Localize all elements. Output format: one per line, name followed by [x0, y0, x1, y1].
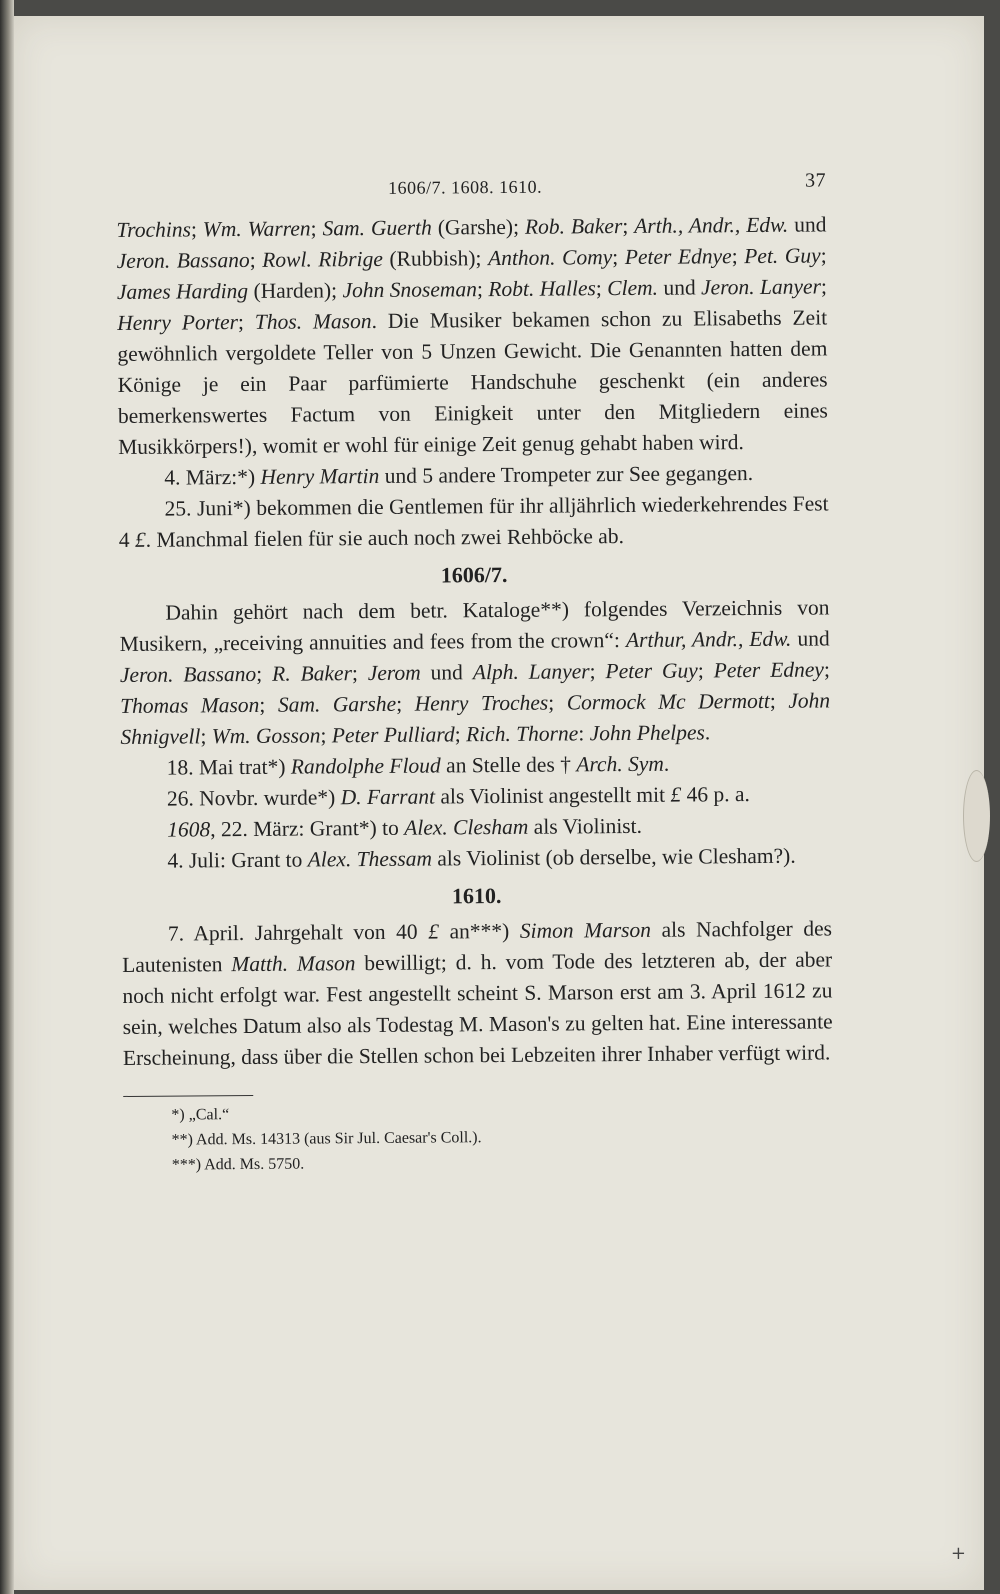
text-run: als Violinist (ob derselbe, wie Clesham?). — [431, 843, 796, 871]
italic-name: Rob. Baker — [524, 214, 623, 239]
italic-name: Pet. Guy — [744, 243, 821, 269]
running-title: 1606/7. 1608. 1610. — [388, 176, 543, 198]
text-run: ; — [612, 245, 625, 270]
italic-name: Peter Ednye — [624, 244, 732, 270]
text-run: ; — [820, 243, 827, 268]
text-run: an***) — [438, 918, 520, 944]
page-number: 37 — [804, 169, 827, 192]
text-run: ; — [622, 213, 635, 239]
text-run: und — [657, 275, 702, 300]
text-run: als Violinist angestellt mit — [434, 782, 671, 809]
italic-name: Jerom — [367, 660, 421, 686]
text-run: ; — [200, 724, 212, 749]
italic-name: Trochins — [116, 217, 192, 242]
footnote-text: Add. Ms. 14313 (aus Sir Jul. Caesar's Coll.). — [192, 1129, 482, 1149]
text-run: ; — [731, 244, 745, 269]
body-text — [116, 209, 833, 1074]
italic-name: Jeron. Bassano — [119, 661, 257, 687]
paragraph — [121, 840, 831, 877]
italic-name: Arth., Andr., Edw. — [634, 212, 789, 238]
italic-name: Henry Porter — [117, 310, 239, 335]
text-run: ; — [320, 723, 332, 748]
italic-name: Jeron. Bassano — [116, 247, 250, 273]
text-run: . — [663, 751, 670, 776]
italic-name: John Phelpes — [589, 720, 705, 746]
italic-name: Jeron. Lanyer — [700, 274, 822, 300]
text-run: (Rubbish); — [382, 246, 489, 271]
text-run: und — [791, 626, 830, 651]
text-run: (Garshe); — [431, 214, 526, 240]
text-run: ; — [256, 661, 273, 686]
corner-mark: + — [950, 1543, 966, 1564]
text-run: 18. Mai trat*) — [166, 754, 291, 780]
text-run: : — [578, 721, 590, 746]
text-run: ; — [697, 658, 714, 683]
running-header — [116, 169, 826, 215]
italic-name: Rich. Thorne — [465, 721, 579, 747]
italic-name: £ — [134, 527, 146, 552]
italic-name: Thos. Mason — [254, 308, 372, 334]
text-run: 26. Novbr. wurde*) — [166, 785, 341, 811]
italic-name: £ — [428, 919, 440, 944]
italic-name: Anthon. Comy — [487, 245, 613, 271]
italic-name: Peter Guy — [605, 658, 698, 684]
text-run: und — [788, 212, 827, 237]
italic-name: £ — [670, 782, 682, 807]
footnotes — [123, 1097, 834, 1178]
text-run: 4. Juli: Grant to — [167, 847, 308, 873]
italic-name: Simon Marson — [519, 917, 652, 943]
text-run: ; — [249, 247, 263, 272]
text-run: ; — [259, 692, 278, 717]
binding-hole — [963, 770, 990, 862]
text-run: ; — [476, 277, 489, 302]
paragraph — [116, 209, 828, 463]
italic-name: Thomas Mason — [120, 692, 260, 718]
italic-name: Rowl. Ribrige — [262, 246, 383, 272]
text-run: Dahin gehört nach dem betr. Kataloge**) folgendes Verzeichnis von Musikern, „receiving annuities and fees from the crown“: — [119, 595, 830, 656]
italic-name: Arthur, Andr., Edw. — [625, 626, 792, 653]
text-run: , 22. März: Grant*) to — [210, 815, 405, 842]
italic-name: Cormock Mc Dermott — [566, 688, 770, 715]
footnote-text: „Cal.“ — [184, 1106, 230, 1124]
text-run: ; — [396, 691, 415, 716]
italic-name: Robt. Halles — [488, 276, 596, 302]
text-run: 25. Juni*) bekommen die Gentlemen für ihr alljährlich wiederkehrendes Fest 4 — [118, 491, 829, 552]
text-run: 46 p. a. — [681, 782, 750, 807]
text-run: ; — [237, 309, 255, 335]
text-run: (Harden); — [248, 278, 343, 303]
section-heading: 1610. — [451, 882, 502, 909]
text-run: . — [704, 720, 711, 745]
text-run: ; — [310, 216, 323, 241]
italic-name: Alex. Thessam — [307, 846, 433, 872]
footnote-mark: *) — [171, 1106, 185, 1124]
text-run: ; — [769, 688, 789, 713]
text-run: als Nachfolger des Lautenisten — [122, 916, 833, 977]
text-run: bewilligt; d. h. vom Tode des letzteren ab, der aber noch nicht erfolgt war. Fest angestellt scheint S. Marson erst am 3. April 1612 zu sein, welches Datum also als Todestag M. Mason's zu gelten hat. Eine interessante Erscheinung, dass über die Stellen schon bei Lebzeiten ihrer Inhaber verfügt wird. — [122, 947, 833, 1070]
italic-name: Peter Edney — [713, 657, 824, 683]
italic-name: John Snoseman — [342, 277, 478, 303]
italic-name: Arch. Sym — [576, 751, 664, 777]
text-run: ; — [589, 659, 606, 684]
italic-name: Henry Troches — [414, 690, 549, 716]
footnote-text: Add. Ms. 5750. — [201, 1155, 305, 1174]
text-run: ; — [820, 274, 827, 299]
section-heading: 1606/7. — [440, 561, 508, 588]
text-run: als Violinist. — [528, 813, 643, 839]
italic-name: John Shnigvell — [120, 688, 831, 749]
text-run: . Die Musiker bekamen schon zu Elisabeths Zeit gewöhnlich vergoldete Teller von 5 Unzen Gewicht. Die Genannten hatten dem Könige je ein Paar parfümierte Handschuhe geschenkt (ein anderes bemerkenswertes Factum von Einigkeit unter den Mitgliedern eines Musikkörpers!), womit er wohl für einige Zeit genug gehabt haben wird. — [117, 305, 828, 459]
text-run: an Stelle des † — [440, 752, 577, 778]
footnote-mark: ***) — [171, 1156, 202, 1174]
italic-name: Wm. Warren — [202, 216, 311, 242]
italic-name: Sam. Guerth — [322, 215, 432, 241]
text-run: ; — [548, 690, 567, 715]
italic-name: Randolphe Floud — [290, 753, 441, 779]
text-run: 4. März:*) — [164, 464, 261, 490]
italic-name: 1608 — [167, 817, 211, 842]
text-run: und 5 andere Trompeter zur See gegangen. — [379, 461, 754, 488]
paragraph — [121, 778, 831, 815]
page-gutter-edge — [0, 0, 14, 1594]
text-run: und — [420, 660, 473, 685]
italic-name: Wm. Gosson — [211, 723, 321, 749]
italic-name: Sam. Garshe — [277, 691, 397, 717]
italic-name: Alex. Clesham — [404, 814, 529, 840]
paragraph — [119, 592, 830, 753]
italic-name: R. Baker — [272, 661, 352, 686]
text-run: 7. April. Jahrgehalt von 40 — [167, 919, 429, 946]
italic-name: Henry Martin — [260, 463, 380, 489]
italic-name: James Harding — [116, 278, 249, 304]
page-text — [116, 169, 834, 1178]
italic-name: Peter Pulliard — [331, 722, 455, 748]
text-run: ; — [351, 661, 368, 686]
paragraph — [122, 913, 833, 1074]
italic-name: Matth. Mason — [231, 951, 356, 977]
text-run: ; — [823, 657, 830, 682]
text-run: ; — [190, 217, 203, 242]
italic-name: D. Farrant — [340, 784, 436, 810]
italic-name: Clem. — [607, 275, 659, 301]
text-run: ; — [595, 276, 608, 301]
footnote-mark: **) — [171, 1131, 193, 1149]
footnote-rule — [123, 1095, 253, 1097]
paragraph — [119, 488, 829, 556]
text-run: . Manchmal fielen für sie auch noch zwei Rehböcke ab. — [145, 524, 625, 552]
text-run: ; — [454, 722, 467, 747]
italic-name: Alph. Lanyer — [472, 659, 590, 685]
